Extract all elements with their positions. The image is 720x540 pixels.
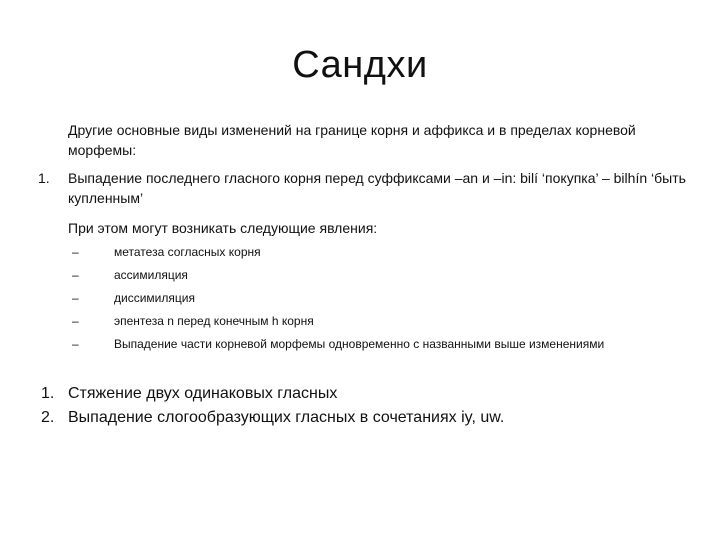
dash-marker: – bbox=[72, 291, 79, 305]
item-number: 2. bbox=[41, 409, 55, 426]
list-item-text: метатеза согласных корня bbox=[114, 245, 261, 259]
phenomena-list bbox=[72, 244, 652, 359]
note-paragraph: При этом могут возникать следующие явления: bbox=[68, 220, 378, 236]
dash-marker: – bbox=[72, 268, 79, 282]
list-item bbox=[72, 290, 652, 306]
numbered-item bbox=[41, 382, 688, 406]
item-text: Выпадение слогообразующих гласных в сочетаниях iy, uw. bbox=[68, 409, 505, 426]
dash-marker: – bbox=[72, 314, 79, 328]
item-number: 1. bbox=[38, 170, 50, 186]
list-item bbox=[72, 244, 652, 260]
intro-paragraph: Другие основные виды изменений на границе корня и аффикса и в пределах корневой морфемы: bbox=[68, 122, 636, 158]
item-text: Стяжение двух одинаковых гласных bbox=[68, 385, 338, 402]
list-item-text: Выпадение части корневой морфемы одновременно с названными выше изменениями bbox=[114, 337, 605, 351]
list-item bbox=[72, 313, 652, 329]
list-item-text: ассимиляция bbox=[114, 268, 188, 282]
dash-marker: – bbox=[72, 337, 79, 351]
list-item-text: эпентеза n перед конечным h корня bbox=[114, 314, 314, 328]
item-number: 1. bbox=[41, 385, 55, 402]
item-text: Выпадение последнего гласного корня перед суффиксами –an и –in: bilí ‘покупка’ – bilhín ‘быть купленным’ bbox=[68, 170, 686, 206]
dash-marker: – bbox=[72, 245, 79, 259]
list-item bbox=[72, 267, 652, 283]
numbered-item-1 bbox=[38, 168, 688, 208]
list-item bbox=[72, 336, 652, 352]
slide-title: Сандхи bbox=[292, 44, 428, 86]
further-changes-list bbox=[41, 382, 688, 430]
list-item-text: диссимиляция bbox=[114, 291, 195, 305]
numbered-item bbox=[41, 406, 688, 430]
